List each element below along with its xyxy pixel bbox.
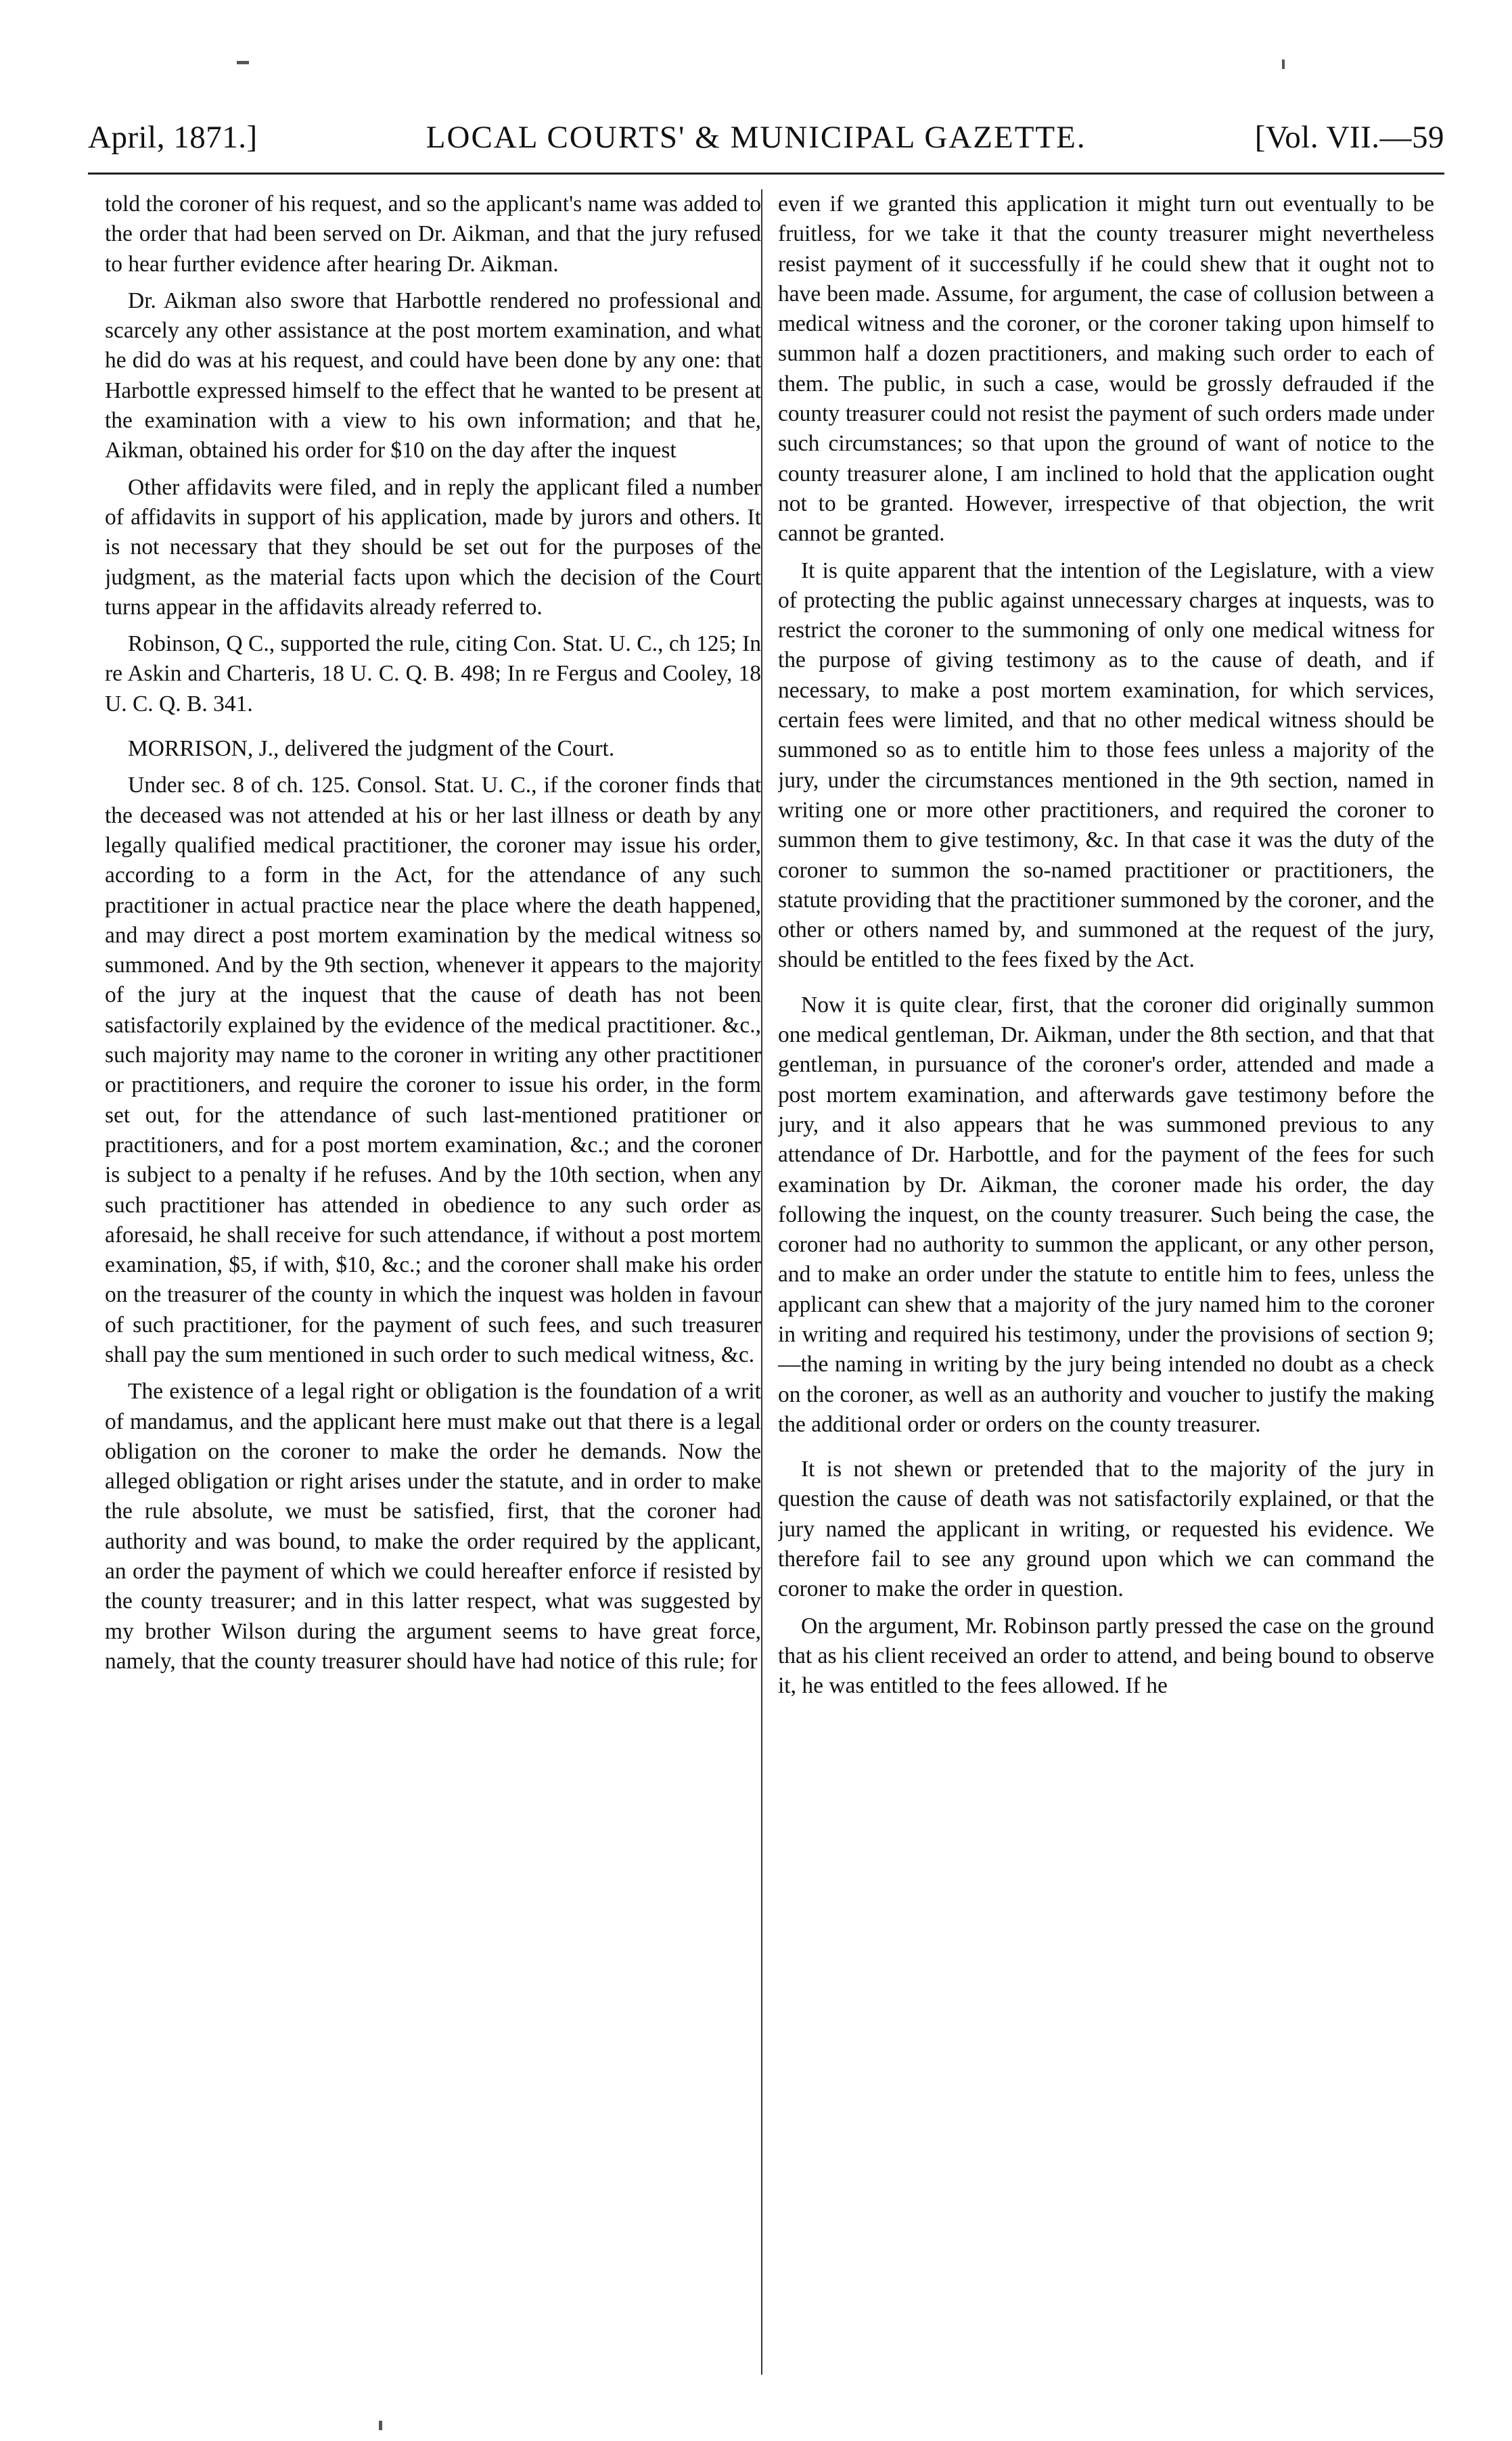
header-title: LOCAL COURTS' & MUNICIPAL GAZETTE. bbox=[426, 120, 1086, 155]
paragraph: MORRISON, J., delivered the judgment of the Court. bbox=[128, 736, 615, 762]
right-column bbox=[778, 189, 1434, 2375]
paragraph: Under sec. 8 of ch. 125. Consol. Stat. U. C., if the coroner finds that the deceased was not attended at his or her last illness or death by any legally qualified medical practitioner, the coroner may issue his order, according to a form in the Act, for the attendance of any such practitioner in actual practice near the place where the death happened, and may direct a post mortem examination by the medical witness so summoned. And by the 9th section, whenever it appears to the majority of the jury at the inquest that the cause of death has not been satisfactorily explained by the evidence of the medical practitioner. &c., such majority may name to the coroner in writing any other practitioner or practitioners, and require the coroner to issue his order, in the form set out, for the attendance of such last-mentioned pratitioner or practitioners, and for a post mortem examination, &c.; and the coroner is subject to a penalty if he refuses. And by the 10th section, when any such practitioner has attended in obedience to any such order as aforesaid, he shall receive for such attendance, if without a post mortem examination, $5, if with, $10, &c.; and the coroner shall make his order on the treasurer of the county in which the inquest was holden in favour of such practitioner, for the payment of such fees, and such treasurer shall pay the sum mentioned in such order to such medical witness, &c. bbox=[105, 773, 761, 1367]
header-date: April, 1871.] bbox=[88, 120, 258, 155]
header-volume: [Vol. VII.—59 bbox=[1254, 120, 1444, 155]
paragraph: On the argument, Mr. Robinson partly pressed the case on the ground that as his client received an order to attend, and being bound to observe it, he was entitled to the fees allowed. If he bbox=[778, 1613, 1434, 1699]
paragraph: Dr. Aikman also swore that Harbottle rendered no professional and scarcely any other assistance at the post mortem examination, and what he did do was at his request, and could have been done by any one: that Harbottle expressed himself to the effect that he wanted to be present at the examination with a view to his own information; and that he, Aikman, obtained his order for $10 on the day after the inquest bbox=[105, 288, 761, 463]
paragraph: Robinson, Q C., supported the rule, citing Con. Stat. U. C., ch 125; In re Askin and Charteris, 18 U. C. Q. B. 498; In re Fergus and Cooley, 18 U. C. Q. B. 341. bbox=[105, 631, 761, 716]
column-divider bbox=[761, 189, 762, 2375]
scan-speck bbox=[379, 2421, 382, 2430]
scan-speck bbox=[1282, 60, 1285, 69]
paragraph: even if we granted this application it might turn out eventually to be fruitless, for we take it that the county treasurer might nevertheless resist payment of it successfully if he could shew that it ought not to have been made. Assume, for argument, the case of collusion between a medical witness and the coroner, or the coroner taking upon himself to summon half a dozen practitioners, and making such order to each of them. The public, in such a case, would be grossly defrauded if the county treasurer could not resist the payment of such orders made under such circumstances; so that upon the ground of want of notice to the county treasurer alone, I am inclined to hold that the application ought not to be granted. However, irrespective of that objection, the writ cannot be granted. bbox=[778, 191, 1434, 547]
paragraph: The existence of a legal right or obligation is the foundation of a writ of mandamus, and the applicant here must make out that there is a legal obligation on the coroner to make the order he demands. Now the alleged obligation or right arises under the statute, and in order to make the rule absolute, we must be satisfied, first, that the coroner had authority and was bound, to make the order required by the applicant, an order the payment of which we could hereafter enforce if resisted by the county treasurer; and in this latter respect, what was suggested by my brother Wilson during the argument seems to have great force, namely, that the county treasurer should have had notice of this rule; for bbox=[105, 1379, 761, 1674]
paragraph: told the coroner of his request, and so the applicant's name was added to the order that had been served on Dr. Aikman, and that the jury refused to hear further evidence after hearing Dr. Aikman. bbox=[105, 191, 761, 277]
left-column bbox=[105, 189, 761, 2375]
page-header bbox=[88, 101, 1444, 156]
paragraph: Now it is quite clear, first, that the coroner did originally summon one medical gentleman, Dr. Aikman, under the 8th section, and that that gentleman, in pursuance of the coroner's order, attended and made a post mortem examination, and afterwards gave testimony before the jury, and it also appears that he was summoned previous to any attendance of Dr. Harbottle, and for the payment of the fees for such examination by Dr. Aikman, the coroner made his order, the day following the inquest, on the county treasurer. Such being the case, the coroner had no authority to summon the applicant, or any other person, and to make an order under the statute to entitle him to fees, unless the applicant can shew that a majority of the jury named him to the coroner in writing and required his testimony, under the provisions of section 9; —the naming in writing by the jury being intended no doubt as a check on the coroner, as well as an authority and voucher to justify the making the additional order or orders on the county treasurer. bbox=[778, 992, 1434, 1437]
paragraph: It is not shewn or pretended that to the majority of the jury in question the cause of death was not satisfactorily explained, or that the jury named the applicant in writing, or requested his evidence. We therefore fail to see any ground upon which we can command the coroner to make the order in question. bbox=[778, 1457, 1434, 1602]
header-rule bbox=[88, 173, 1444, 175]
scan-speck bbox=[237, 61, 249, 64]
paragraph: It is quite apparent that the intention of the Legislature, with a view of protecting the public against unnecessary charges at inquests, was to restrict the coroner to the summoning of only one medical witness for the purpose of giving testimony as to the cause of death, and if necessary, to make a post mortem examination, for which services, certain fees were limited, and that no other medical witness should be summoned so as to entitle him to those fees unless a majority of the jury, under the circumstances mentioned in the 9th section, named in writing one or more other practitioners, and required the coroner to summon them to give testimony, &c. In that case it was the duty of the coroner to summon the so-named practitioner or practitioners, the statute providing that the practitioner summoned by the coroner, and the other or others named by, and summoned at the request of the jury, should be entitled to the fees fixed by the Act. bbox=[778, 557, 1434, 973]
paragraph: Other affidavits were filed, and in reply the applicant filed a number of affidavits in support of his application, made by jurors and others. It is not necessary that they should be set out for the purposes of the judgment, as the material facts upon which the decision of the Court turns appear in the affidavits already referred to. bbox=[105, 474, 761, 620]
